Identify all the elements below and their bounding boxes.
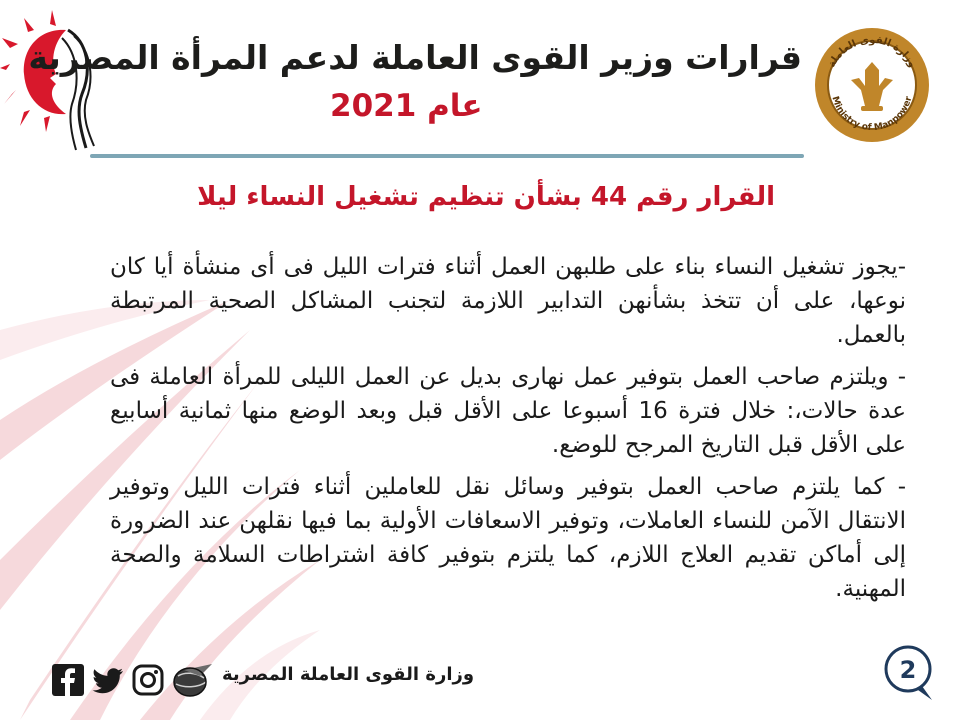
page-number: 2 bbox=[899, 656, 917, 684]
website-icon[interactable] bbox=[170, 662, 216, 698]
page-number-badge bbox=[882, 642, 936, 704]
year-subtitle: عام 2021 bbox=[330, 88, 483, 124]
instagram-icon[interactable] bbox=[132, 664, 164, 696]
footer-ministry-name: وزارة القوى العاملة المصرية bbox=[222, 664, 475, 685]
paragraph-transport-safety: - كما يلتزم صاحب العمل بتوفير وسائل نقل للعاملين أثناء فترات الليل وتوفير الانتقال الآمن للنساء العاملات، وتوفير الاسعافات الأولية بما فيها نقلهن عند الضرورة إلى أماكن تقديم العلاج اللازم، كما يلتزم بتوفير كافة اشتراطات السلامة والصحة المهنية. bbox=[110, 474, 906, 602]
decision-title: القرار رقم 44 بشأن تنظيم تشغيل النساء ليلا bbox=[197, 182, 775, 212]
twitter-icon[interactable] bbox=[92, 664, 124, 696]
header-divider bbox=[90, 154, 804, 158]
ministry-of-manpower-seal bbox=[813, 26, 931, 144]
page-title: قرارات وزير القوى العاملة لدعم المرأة المصرية bbox=[28, 38, 802, 77]
women-support-logo bbox=[0, 8, 110, 158]
decision-body bbox=[110, 250, 906, 614]
seal-arabic-text: وزارة القوى العاملة bbox=[826, 34, 918, 70]
paragraph-day-alternative: - ويلتزم صاحب العمل بتوفير عمل نهارى بديل عن العمل الليلى للمرأة العاملة فى عدة حالات،: خلال فترة 16 أسبوعا على الأقل قبل وبعد الوضع منها ثمانية أسابيع على الأقل قبل التاريخ المرجح للوضع. bbox=[110, 364, 906, 458]
paragraph-night-work: -يجوز تشغيل النساء بناء على طلبهن العمل أثناء فترات الليل فى أى منشأة أيا كان نوعها، على أن تتخذ بشأنهن التدابير اللازمة لتجنب المشاكل الصحية المرتبطة بالعمل. bbox=[110, 254, 906, 348]
seal-english-text: Ministry of Manpower bbox=[829, 95, 915, 134]
facebook-icon[interactable] bbox=[52, 664, 84, 696]
